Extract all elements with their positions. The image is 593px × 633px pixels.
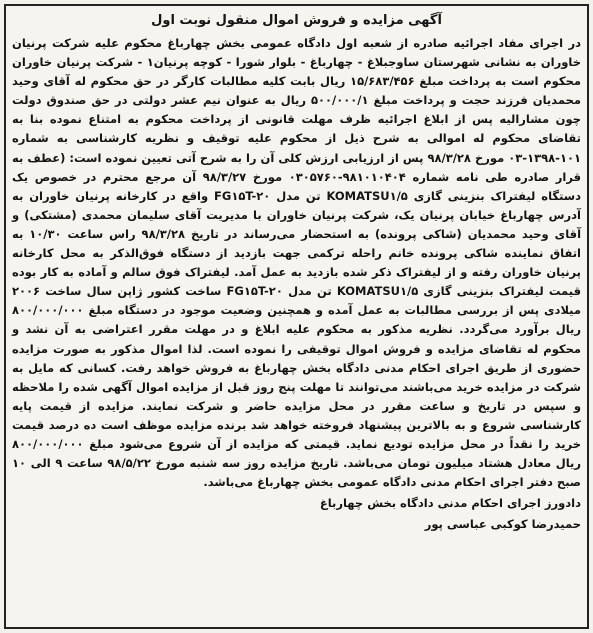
- notice-content: [12, 12, 581, 621]
- notice-title: آگهی مزایده و فروش اموال منقول نوبت اول: [151, 13, 442, 28]
- notice-body: در اجرای مفاد اجرائیه صادره از شعبه اول دادگاه عمومی بخش چهارباغ محکوم علیه شرکت پرنیان خاوران به نشانی شهرستان ساوجبلاغ - چهارباغ - بلوار شورا - کوچه پرنیان۱ - شرکت پرنیان خاوران محکوم است به پرداخت مبلغ ۱۵/۶۸۳/۴۵۶ ریال بابت کلیه مطالبات کارگر در حق محکوم له آقای وحید محمدیان فرزند حجت و پرداخت مبلغ ۵۰۰/۰۰۰/۱ ریال به عنوان نیم عشر دولتی در حق صندوق دولت چون مشارالیه پس از ابلاغ اجرائیه ظرف مهلت قانونی از پرداخت محکوم به امتناع نموده بنا به تقاضای محکوم له اموالی به شرح ذیل از محکوم علیه توقیف و نظریه کارشناسی به شماره ۱۰۱-۱۳۹۸-۰۳ مورخ ۹۸/۳/۲۸ پس از ارزیابی ارزش کلی آن را به شرح آتی تعیین نموده است: (عطف به قرار صادره طی نامه شماره ۹۸۱۰۱۰۴۰۴-۰۳۰۵۷۶۰ مورخ ۹۸/۳/۲۷ آن مرجع محترم در خصوص یک دستگاه لیفتراک بنزینی گازی KOMATSU۱/۵ تن مدل FG۱۵T-۲۰ واقع در کارخانه پرنیان خاوران به آدرس چهارباغ خیابان پرنیان یک، شرکت پرنیان خاوران با مدیریت آقای سلیمان محمدی (مشتکی) و آقای وحید محمدیان (شاکی پرونده) به استحضار می‌رساند در تاریخ ۹۸/۳/۲۸ راس ساعت ۱۰/۳۰ به اتفاق نماینده شاکی پرونده خانم راحله ترکمی جهت بازدید از دستگاه فوق‌الذکر به محل کارخانه پرنیان خاوران رفته و از لیفتراک ذکر شده بازدید به عمل آمد. لیفتراک فوق سالم و آماده به کار بوده قیمت لیفتراک بنزینی گازی KOMATSU۱/۵ تن مدل FG۱۵T-۲۰ ساخت کشور ژاپن سال ساخت ۲۰۰۶ میلادی پس از بررسی مطالبات به عمل آمده و همچنین وضعیت موجود در دستگاه مبلغ ۸۰۰/۰۰۰/۰۰۰ ریال برآورد می‌گردد. نظریه مذکور به محکوم علیه ابلاغ و در مهلت مقرر اعتراضی به آن نشد و محکوم له تقاضای مزایده و فروش اموال توقیفی را نموده است. لذا اموال مذکور به صورت مزایده حضوری از طریق اجرای احکام مدنی دادگاه بخش چهارباغ به فروش خواهد رفت. کسانی که مایل به شرکت در مزایده خرید می‌باشند می‌توانند تا مهلت پنج روز قبل از مزایده اموال آگهی شده را ملاحظه و سپس در تاریخ و ساعت مقرر در محل مزایده حاضر و شرکت نمایند. مزایده از قیمت پایه کارشناسی شروع و به بالاترین پیشنهاد فروخته خواهد شد برنده مزایده موظف است ده درصد قیمت خرید را نقداً در محل مزایده تودیع نماید. قیمتی که مزایده از آن شروع می‌شود مبلغ ۸۰۰/۰۰۰/۰۰۰ ریال معادل هشتاد میلیون تومان می‌باشد. تاریخ مزایده روز سه شنبه مورخ ۹۸/۵/۲۲ ساعت ۹ الی ۱۰ صبح دفتر اجرای احکام مدنی دادگاه عمومی بخش چهارباغ می‌باشد.: [12, 36, 582, 490]
- signature-title: دادورز اجرای احکام مدنی دادگاه بخش چهارباغ: [319, 496, 581, 511]
- notice-border-frame: [4, 4, 589, 629]
- signature-name: حمیدرضا کوکبی عباسی پور: [424, 517, 581, 532]
